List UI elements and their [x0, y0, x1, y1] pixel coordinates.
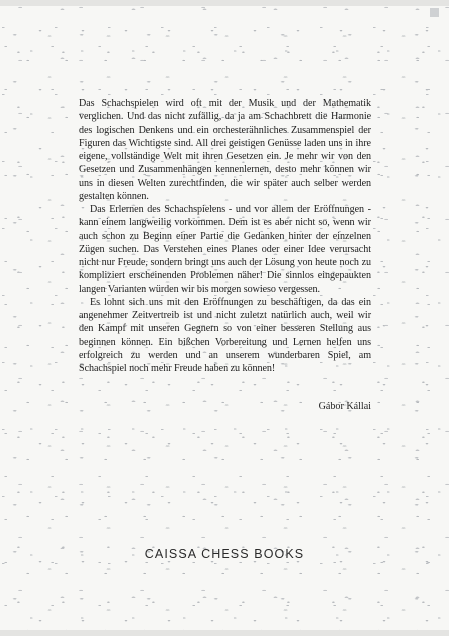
paragraph-1: Das Schachspielen wird oft mit der Musik und der Mathematik verglichen. Und das nicht zufällig, da ja am Schachbrett die Harmonie des logischen Denkens und ein orchesterähnliches Zusammenspiel der Figuren das Wichtigste sind. All drei geistigen Genüsse laden uns in ihre eigene, vollständige Welt mit ihren Gesetzen ein. Je mehr wir von den Gesetzen und Zusammenhängen kennenlernen, desto mehr können wir uns in diesen Welten zurechtfinden, die wir später auch selber werden gestalten können.	[79, 98, 371, 202]
paragraph-2: Das Erlernen des Schachspielens - und vor allem der Eröffnungen - kann einem langweilig vorkommen. Dem ist es aber nicht so, wenn wir auch schon zu Beginn einer Partie die Gedanken hinter der einzelnen Zügen suchen. Das Verstehen eines Planes oder einer Idee verursacht nicht nur Freude, sondern bringt uns auch der Lösung von heute noch zu kompliziert erscheinenden Problemen näher! Die sinnlos eingepaukten langen Varianten würden wir bis morgen sowieso vergessen.	[79, 204, 371, 295]
publisher-name: CAISSA CHESS BOOKS	[144, 547, 305, 561]
foreword-text	[79, 97, 371, 375]
top-edge	[0, 0, 449, 6]
corner-mark	[430, 8, 439, 17]
bottom-edge	[0, 630, 449, 636]
paragraph-3: Es lohnt sich uns mit den Eröffnungen zu beschäftigen, da das ein angenehmer Zeitvertreib ist und nicht zuletzt natürlich auch, weil wir den Kampf mit unseren Gegnern so von einer besseren Stellung aus beginnen können. Ein bißchen Vorbereitung und Lernen helfen uns erfolgreich zu werden und an unserem wunderbaren Spiel, am Schachspiel noch mehr Freude haben zu können!	[79, 296, 371, 374]
author-signature: Gábor Kállai	[318, 401, 371, 412]
